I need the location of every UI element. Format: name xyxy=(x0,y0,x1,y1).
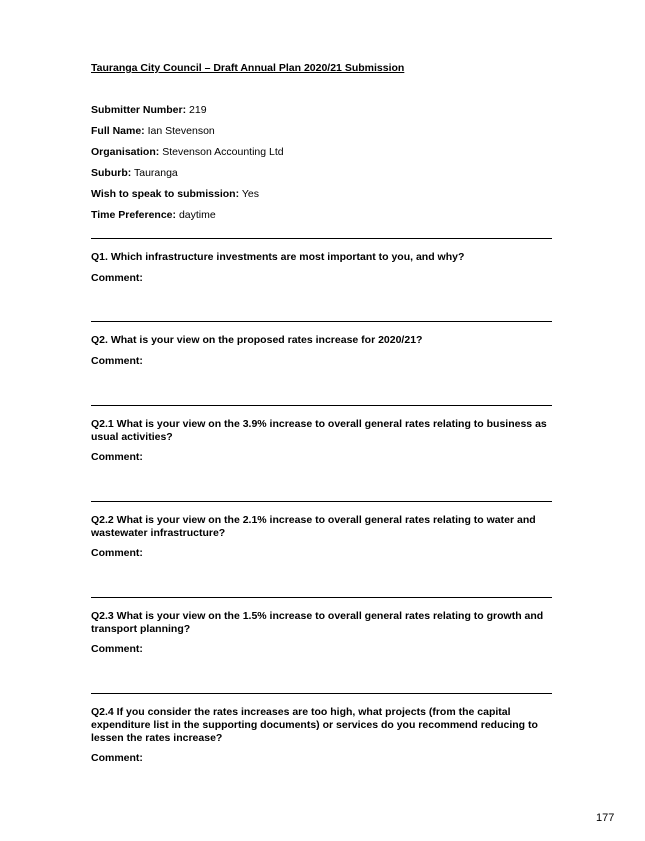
section-divider xyxy=(91,321,552,322)
field-label: Suburb: xyxy=(91,167,132,179)
organisation-field xyxy=(91,146,284,159)
question-q2-2: Q2.2 What is your view on the 2.1% increase to overall general rates relating to water and wastewater infrastructure? xyxy=(91,514,536,540)
section-divider xyxy=(91,501,552,502)
field-label: Wish to speak to submission: xyxy=(91,188,240,200)
submitter-number-field xyxy=(91,104,207,117)
field-value: Stevenson Accounting Ltd xyxy=(162,146,284,158)
wish-to-speak-field xyxy=(91,188,259,201)
field-label: Time Preference: xyxy=(91,209,177,221)
field-value: daytime xyxy=(178,209,216,221)
field-label: Full Name: xyxy=(91,125,145,137)
question-q2-3: Q2.3 What is your view on the 1.5% increase to overall general rates relating to growth and transport planning? xyxy=(91,610,544,636)
question-q2-1: Q2.1 What is your view on the 3.9% increase to overall general rates relating to business as usual activities? xyxy=(91,418,547,444)
question-q2: Q2. What is your view on the proposed rates increase for 2020/21? xyxy=(91,334,423,346)
section-divider xyxy=(91,238,552,239)
time-preference-field xyxy=(91,209,216,222)
section-divider xyxy=(91,693,552,694)
field-value: Yes xyxy=(241,188,259,200)
section-divider xyxy=(91,597,552,598)
comment-label: Comment: xyxy=(91,752,143,764)
comment-label: Comment: xyxy=(91,272,143,284)
comment-label: Comment: xyxy=(91,547,143,559)
full-name-field xyxy=(91,125,215,138)
field-label: Submitter Number: xyxy=(91,104,187,116)
page-number: 177 xyxy=(596,812,615,824)
field-label: Organisation: xyxy=(91,146,160,158)
field-value: Ian Stevenson xyxy=(147,125,215,137)
comment-label: Comment: xyxy=(91,643,143,655)
field-value: Tauranga xyxy=(133,167,178,179)
comment-label: Comment: xyxy=(91,355,143,367)
comment-label: Comment: xyxy=(91,451,143,463)
document-title: Tauranga City Council – Draft Annual Plan 2020/21 Submission xyxy=(91,62,405,74)
question-q1: Q1. Which infrastructure investments are most important to you, and why? xyxy=(91,251,465,263)
question-q2-4: Q2.4 If you consider the rates increases are too high, what projects (from the capital expenditure list in the supporting documents) or services do you recommend reducing to lessen the rates increase? xyxy=(91,706,538,745)
suburb-field xyxy=(91,167,178,180)
field-value: 219 xyxy=(189,104,207,116)
section-divider xyxy=(91,405,552,406)
